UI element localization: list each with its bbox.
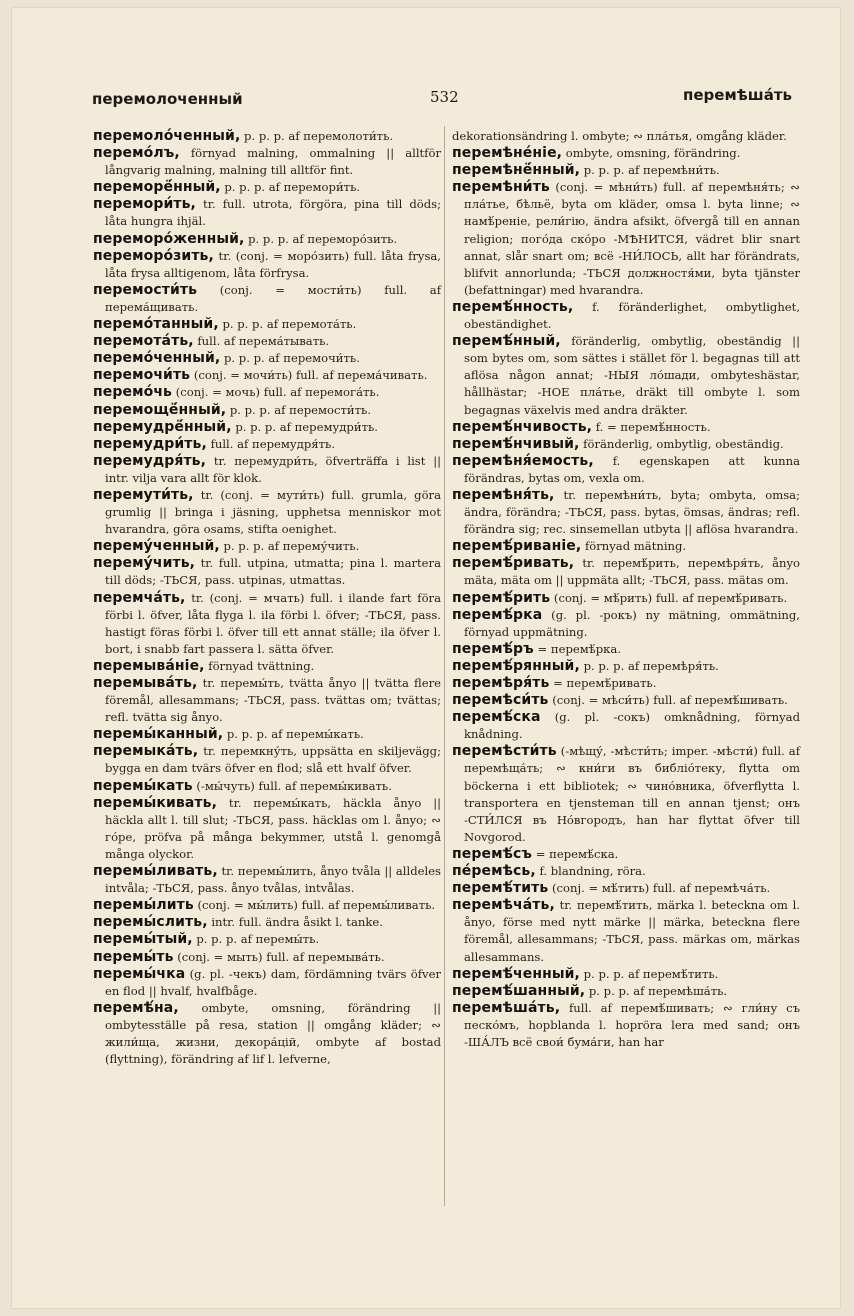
left-column <box>93 128 441 1068</box>
entry-headword: перемости́ть <box>93 281 198 298</box>
entry-headword: перемы́лить <box>93 897 194 914</box>
dictionary-entry <box>93 743 441 777</box>
dictionary-entry <box>93 726 441 743</box>
entry-definition: ombyte, omsning, förändring. <box>565 146 741 161</box>
dictionary-entry <box>93 675 441 726</box>
entry-headword: перемѣ́ръ <box>452 640 534 657</box>
entry-definition: tr. (conj. = мчать) full. i ilande fart föra förbi l. öfver, låta flyga l. ila förbi l. öfver; -ТЬСЯ, pass. hastigt föras förbi l. öfver till ett annat ställe; ila öfver l. bort, i snabb fart passera l. sätta öfver. <box>105 590 442 656</box>
entry-definition: p. p. p. af перемѣни́ть. <box>583 163 720 178</box>
entry-headword: перемы́кивать, <box>93 794 217 811</box>
entry-headword: перемоpо́женный, <box>93 230 245 247</box>
entry-definition: p. p. p. af перемости́ть. <box>229 402 372 417</box>
dictionary-entry <box>452 162 800 179</box>
entry-definition: = перемѣ́ривать. <box>553 676 657 690</box>
entry-definition: (g. pl. -сокъ) omknådning, förnyad knådning. <box>464 710 801 742</box>
entry-headword: перемѣ́ривать, <box>452 555 575 572</box>
entry-definition: f. egenskapen att kunna förändras, bytas om, vexla om. <box>464 453 801 485</box>
entry-definition: tr. (conj. = мути́ть) full. grumla, göra grumlig || bringa i jäsning, upphetsa menniskor mot hvarandra, göra osams, stifta oenighet. <box>105 487 442 537</box>
entry-headword: перемудря́ть, <box>93 452 207 469</box>
entry-headword: перемѣ́съ <box>452 845 533 862</box>
dictionary-entry <box>452 128 800 145</box>
entry-definition: f. föränderlighet, ombytlighet, obeständighet. <box>464 299 801 332</box>
entry-headword: перемѣ́риваніе, <box>452 538 582 555</box>
entry-definition: (conj. = мѣ́тить) full. af перемѣча́ть. <box>552 881 771 896</box>
dictionary-entry <box>452 179 800 299</box>
entry-definition: p. p. p. af перемота́ть. <box>222 317 357 332</box>
entry-headword: перемы́чка <box>93 965 186 982</box>
entry-headword: перемы́ливать, <box>93 863 218 880</box>
dictionary-entry <box>93 658 441 675</box>
dictionary-entry <box>452 692 800 709</box>
dictionary-entry <box>93 316 441 333</box>
entry-headword: перемыва́ніе, <box>93 657 205 674</box>
entry-headword: перемоpо́зить, <box>93 247 214 264</box>
entry-definition: p. p. p. af перемы́кать. <box>226 727 364 742</box>
dictionary-entry <box>93 1000 441 1068</box>
entry-definition: p. p. p. af перемѣша́ть. <box>588 983 728 998</box>
entry-headword: перемо́чь <box>93 384 173 401</box>
entry-definition: tr. full. utrota, förgöra, pina till döds; låta hungra ihjäl. <box>105 197 442 229</box>
entry-headword: перемѣ́тить <box>452 880 549 897</box>
dictionary-entry <box>452 453 800 487</box>
dictionary-entry <box>93 384 441 401</box>
entry-headword: перемѣня́емость, <box>452 452 594 469</box>
entry-headword: перему́ченный, <box>93 538 220 555</box>
dictionary-entry <box>93 914 441 931</box>
entry-definition: p. p. p. af перемудри́ть. <box>235 419 378 434</box>
dictionary-entry <box>452 299 800 333</box>
dictionary-entry <box>93 555 441 589</box>
entry-definition: p. p. p. af перему́чить. <box>223 539 360 554</box>
entry-definition: p. p. p. af перемѣ́тить. <box>583 966 719 981</box>
entry-definition: p. p. p. af перемолоти́ть. <box>244 129 394 143</box>
dictionary-entry <box>93 863 441 897</box>
dictionary-entry <box>452 641 800 658</box>
entry-headword: перемѣ́нчивость, <box>452 418 593 435</box>
dictionary-entry <box>93 367 441 384</box>
entry-definition: p. p. p. af перемѣря́ть. <box>583 658 719 673</box>
entry-headword: перемѣ́ска <box>452 709 541 726</box>
entry-definition: full. af перемудря́ть. <box>210 436 336 451</box>
dictionary-entry <box>452 880 800 897</box>
entry-definition: (conj. = мочи́ть) full. af перема́чивать. <box>193 368 428 383</box>
dictionary-entry <box>452 658 800 675</box>
entry-headword: пе́ремѣсь, <box>452 863 536 880</box>
entry-headword: перемѣ́рянный, <box>452 657 580 674</box>
entry-headword: перемѣ́нный, <box>452 333 561 350</box>
entry-headword: перемо́танный, <box>93 316 219 333</box>
entry-headword: перемѣси́ть <box>452 692 549 709</box>
entry-definition: tr. перемѣ́тить, märka l. beteckna om l. ånyo, förse med nytt märke || märka, beteckna flere föremål, allesammans; -ТЬСЯ, pass. märkas om, märkas allesammans. <box>464 898 800 964</box>
entry-definition: tr. перемудри́ть, öfverträffa i list || intr. vilja vara allt för klok. <box>105 453 442 485</box>
dictionary-entry <box>93 333 441 350</box>
running-head-left: перемолоченный <box>92 90 243 108</box>
entry-headword: перемо́ченный, <box>93 350 221 367</box>
dictionary-entry <box>452 709 800 743</box>
entry-definition: (conj. = мѣни́ть) full. af перемѣня́ть; ∾ пла́тье, бѣльё, byta om kläder, omsa l. byta linne; ∾ намѣ́реніе, рели́гію, ändra afsikt, öfvergå till en annan religion; пого́да ско́ро -МѢНИТСЯ, vädret blir snart annat, slår snart om; всё -НИ́ЛОСЬ, allt har förändrats, blifvit annorlunda; -ТЬСЯ должностя́ми, byta tjänster (befattningar) med hvarandra. <box>464 180 800 297</box>
entry-definition: förnyad mätning. <box>584 539 687 554</box>
entry-headword: перемы́слить, <box>93 914 208 931</box>
dictionary-entry <box>452 846 800 863</box>
entry-definition: tr. перемы́лить, ånyo tvåla || alldeles intvåla; -ТЬСЯ, pass. ånyo tvålas, intvålas. <box>105 864 441 896</box>
dictionary-entry <box>93 350 441 367</box>
entry-headword: перемудри́ть, <box>93 435 207 452</box>
dictionary-entry <box>452 897 800 965</box>
entry-definition: p. p. p. af перемы́ть. <box>196 932 320 947</box>
entry-definition: p. p. p. af перемори́ть. <box>224 180 361 195</box>
entry-headword: перемочи́ть <box>93 367 191 384</box>
right-column <box>452 128 800 1051</box>
entry-definition: full. af перемѣ́шивать; ∾ гли́ну съ песко́мъ, hopblanda l. hopröra lera med sand; онъ -ША́ЛЪ всё свои́ бума́ги, han har <box>464 1000 800 1049</box>
running-head-right: перемѣша́ть <box>683 86 792 104</box>
dictionary-entry <box>93 419 441 436</box>
entry-definition: tr. перемы́ть, tvätta ånyo || tvätta flere föremål, allesammans; -ТЬСЯ, pass. tvättas om; tvättas; refl. tvätta sig ånyo. <box>105 676 441 725</box>
entry-definition: (g. pl. -рокъ) ny mätning, ommätning, förnyad uppmätning. <box>464 607 800 639</box>
entry-headword: перемѣша́ть, <box>452 999 561 1016</box>
page-header <box>0 82 854 112</box>
page-number: 532 <box>430 88 459 106</box>
dictionary-entry <box>452 333 800 418</box>
dictionary-entry <box>452 966 800 983</box>
entry-headword: перемѣ́рить <box>452 589 551 606</box>
entry-headword: перему́чить, <box>93 555 196 572</box>
entry-headword: перемѣни́ть <box>452 179 550 196</box>
entry-definition: tr. перемы́кать, häckla ånyo || häckla allt l. till slut; -ТЬСЯ, pass. häcklas om l. ånyo; ∾ го́ре, pröfva på många bekymmer, utstå l. genomgå många olyckor. <box>105 795 442 861</box>
entry-headword: перемѣнё́нный, <box>452 162 581 179</box>
dictionary-entry <box>93 897 441 914</box>
entry-definition: (conj. = мы́лить) full. af перемы́ливать. <box>197 898 436 913</box>
entry-headword: перемѣня́ть, <box>452 486 555 503</box>
entry-definition: p. p. p. af перемочи́ть. <box>223 351 360 366</box>
entry-definition: = перемѣ́рка. <box>537 641 622 656</box>
entry-headword: перемути́ть, <box>93 486 194 503</box>
dictionary-entry <box>93 778 441 795</box>
entry-definition: dekorationsändring l. ombyte; ∾ пла́тья, omgång kläder. <box>452 129 787 143</box>
dictionary-entry <box>93 248 441 282</box>
entry-headword: перемча́ть, <box>93 589 186 606</box>
entry-definition: intr. full. ändra åsikt l. tanke. <box>211 915 383 930</box>
dictionary-entry <box>93 949 441 966</box>
entry-headword: перемѣря́ть <box>452 675 550 691</box>
entry-headword: перемоло́ченный, <box>93 128 241 144</box>
entry-headword: перемѣ́нчивый, <box>452 435 580 452</box>
entry-headword: перемѣ́рка <box>452 606 543 623</box>
entry-definition: f. = перемѣ́нность. <box>595 419 711 434</box>
entry-definition: (conj. = мѣ́рить) full. af перемѣ́ривать. <box>553 590 788 605</box>
entry-definition: (conj. = мѣси́ть) full. af перемѣ́шивать. <box>552 693 788 708</box>
dictionary-entry <box>93 436 441 453</box>
entry-headword: перемѣ́на, <box>93 999 179 1016</box>
entry-headword: перемы́канный, <box>93 726 224 743</box>
dictionary-entry <box>452 590 800 607</box>
dictionary-entry <box>452 419 800 436</box>
entry-definition: f. blandning, röra. <box>539 864 646 879</box>
entry-definition: föränderlig, ombytlig, obeständig || som bytes om, som sättes i stället för l. begagnas till att aflösa någon annat; -НЫЯ ло́шади, ombyteshästar, hållhästar; -НОЕ пла́тье, dräkt till ombyte l. som begagnas växelvis med andra dräkter. <box>464 334 800 417</box>
entry-definition: tr. перемѣни́ть, byta; ombyta, omsa; ändra, förändra; -ТЬСЯ, pass. bytas, ömsas, ändras; refl. förändra sig; rec. sinsemellan utbyta || aflösa hvarandra. <box>464 487 800 537</box>
dictionary-entry <box>452 743 800 846</box>
entry-definition: (conj. = мыть) full. af перемыва́ть. <box>177 949 385 964</box>
dictionary-entry <box>452 555 800 589</box>
dictionary-entry <box>452 607 800 641</box>
entry-headword: перемощё́нный, <box>93 401 227 418</box>
entry-definition: tr. перемкну́ть, uppsätta en skiljevägg; bygga en dam tvärs öfver en flod; slå ett hvalf öfver. <box>105 744 441 776</box>
dictionary-entry <box>93 402 441 419</box>
dictionary-entry <box>93 179 441 196</box>
dictionary-entry <box>93 145 441 179</box>
entry-definition: tr. (conj. = моро́зить) full. låta frysa, låta frysa alltigenom, låta förfrysa. <box>105 248 441 280</box>
dictionary-entry <box>452 145 800 162</box>
dictionary-entry <box>93 487 441 538</box>
entry-headword: перемоpё́нный, <box>93 179 221 196</box>
dictionary-entry <box>93 931 441 948</box>
entry-definition: (-мѣщу́, -мѣсти́ть; imper. -мѣсти́) full. af перемѣща́ть; ∾ кни́ги въ библіо́теку, flytta om böckerna i ett bibliotek; ∾ чино́вника, öfverflytta l. transportera en tjensteman till en annan tjenst; онъ -СТИ́ЛСЯ въ Но́вгородъ, han har flyttat öfver till Novgorod. <box>464 744 800 844</box>
entry-definition: = перемѣ́ска. <box>535 846 619 861</box>
column-divider <box>444 126 445 1206</box>
entry-headword: перемѣ́нность, <box>452 298 574 315</box>
entry-definition: (conj. = мости́ть) full. af перема́щивать. <box>105 282 441 314</box>
entry-definition: föränderlig, ombytlig, obeständig. <box>583 436 784 451</box>
entry-definition: p. p. p. af перемоpо́зить. <box>248 231 398 246</box>
dictionary-entry <box>93 128 441 145</box>
entry-definition: förnyad malning, ommalning || alltför långvarig malning, malning till alltför fint. <box>105 146 441 178</box>
entry-definition: (-мы́чуть) full. af перемы́кивать. <box>196 778 392 793</box>
dictionary-entry <box>452 675 800 692</box>
entry-headword: перемы́ть <box>93 948 174 965</box>
entry-headword: перемудpё́нный, <box>93 418 232 435</box>
entry-headword: перемѣ́шанный, <box>452 982 586 999</box>
dictionary-entry <box>93 538 441 555</box>
entry-definition: (g. pl. -чекъ) dam, fördämning tvärs öfver en flod || hvalf, hvalfbåge. <box>105 966 442 998</box>
dictionary-entry <box>93 196 441 230</box>
dictionary-entry <box>452 983 800 1000</box>
entry-definition: (conj. = мочь) full. af перемога́ть. <box>175 385 380 400</box>
entry-headword: перемѣча́ть, <box>452 897 555 914</box>
dictionary-entry <box>93 231 441 248</box>
dictionary-entry <box>452 487 800 538</box>
dictionary-entry <box>93 966 441 1000</box>
entry-headword: перемори́ть, <box>93 196 196 213</box>
entry-definition: tr. перемѣ́рить, перемѣря́ть, ånyo mäta, mäta om || uppmäta allt; -ТЬСЯ, pass. mätas om. <box>464 556 801 588</box>
dictionary-entry <box>93 795 441 863</box>
dictionary-entry <box>452 863 800 880</box>
entry-headword: перемѣсти́ть <box>452 743 557 760</box>
entry-definition: förnyad tvättning. <box>208 658 315 673</box>
entry-definition: full. af перема́тывать. <box>197 334 330 349</box>
entry-headword: перемы́тый, <box>93 931 193 948</box>
entry-headword: перемѣне́ніе, <box>452 145 563 162</box>
entry-definition: tr. full. utpina, utmatta; pina l. martera till döds; -ТЬСЯ, pass. utpinas, utmattas. <box>105 556 441 588</box>
dictionary-entry <box>93 282 441 316</box>
entry-headword: перемота́ть, <box>93 333 194 350</box>
dictionary-entry <box>452 538 800 555</box>
entry-headword: перемыва́ть, <box>93 675 198 691</box>
dictionary-entry <box>93 453 441 487</box>
entry-headword: перемо́лъ, <box>93 145 180 162</box>
dictionary-entry <box>452 1000 800 1051</box>
entry-headword: перемы́кать <box>93 777 193 794</box>
dictionary-entry <box>93 590 441 658</box>
entry-headword: перемѣ́ченный, <box>452 965 580 982</box>
entry-headword: перемыка́ть, <box>93 743 199 760</box>
entry-definition: ombyte, omsning, förändring || ombytesställe på resa, station || omgång kläder; ∾ жили́ща, жизни, декора́цій, ombyte af bostad (flyttning), förändring af lif l. lefverne, <box>105 1000 442 1067</box>
dictionary-entry <box>452 436 800 453</box>
